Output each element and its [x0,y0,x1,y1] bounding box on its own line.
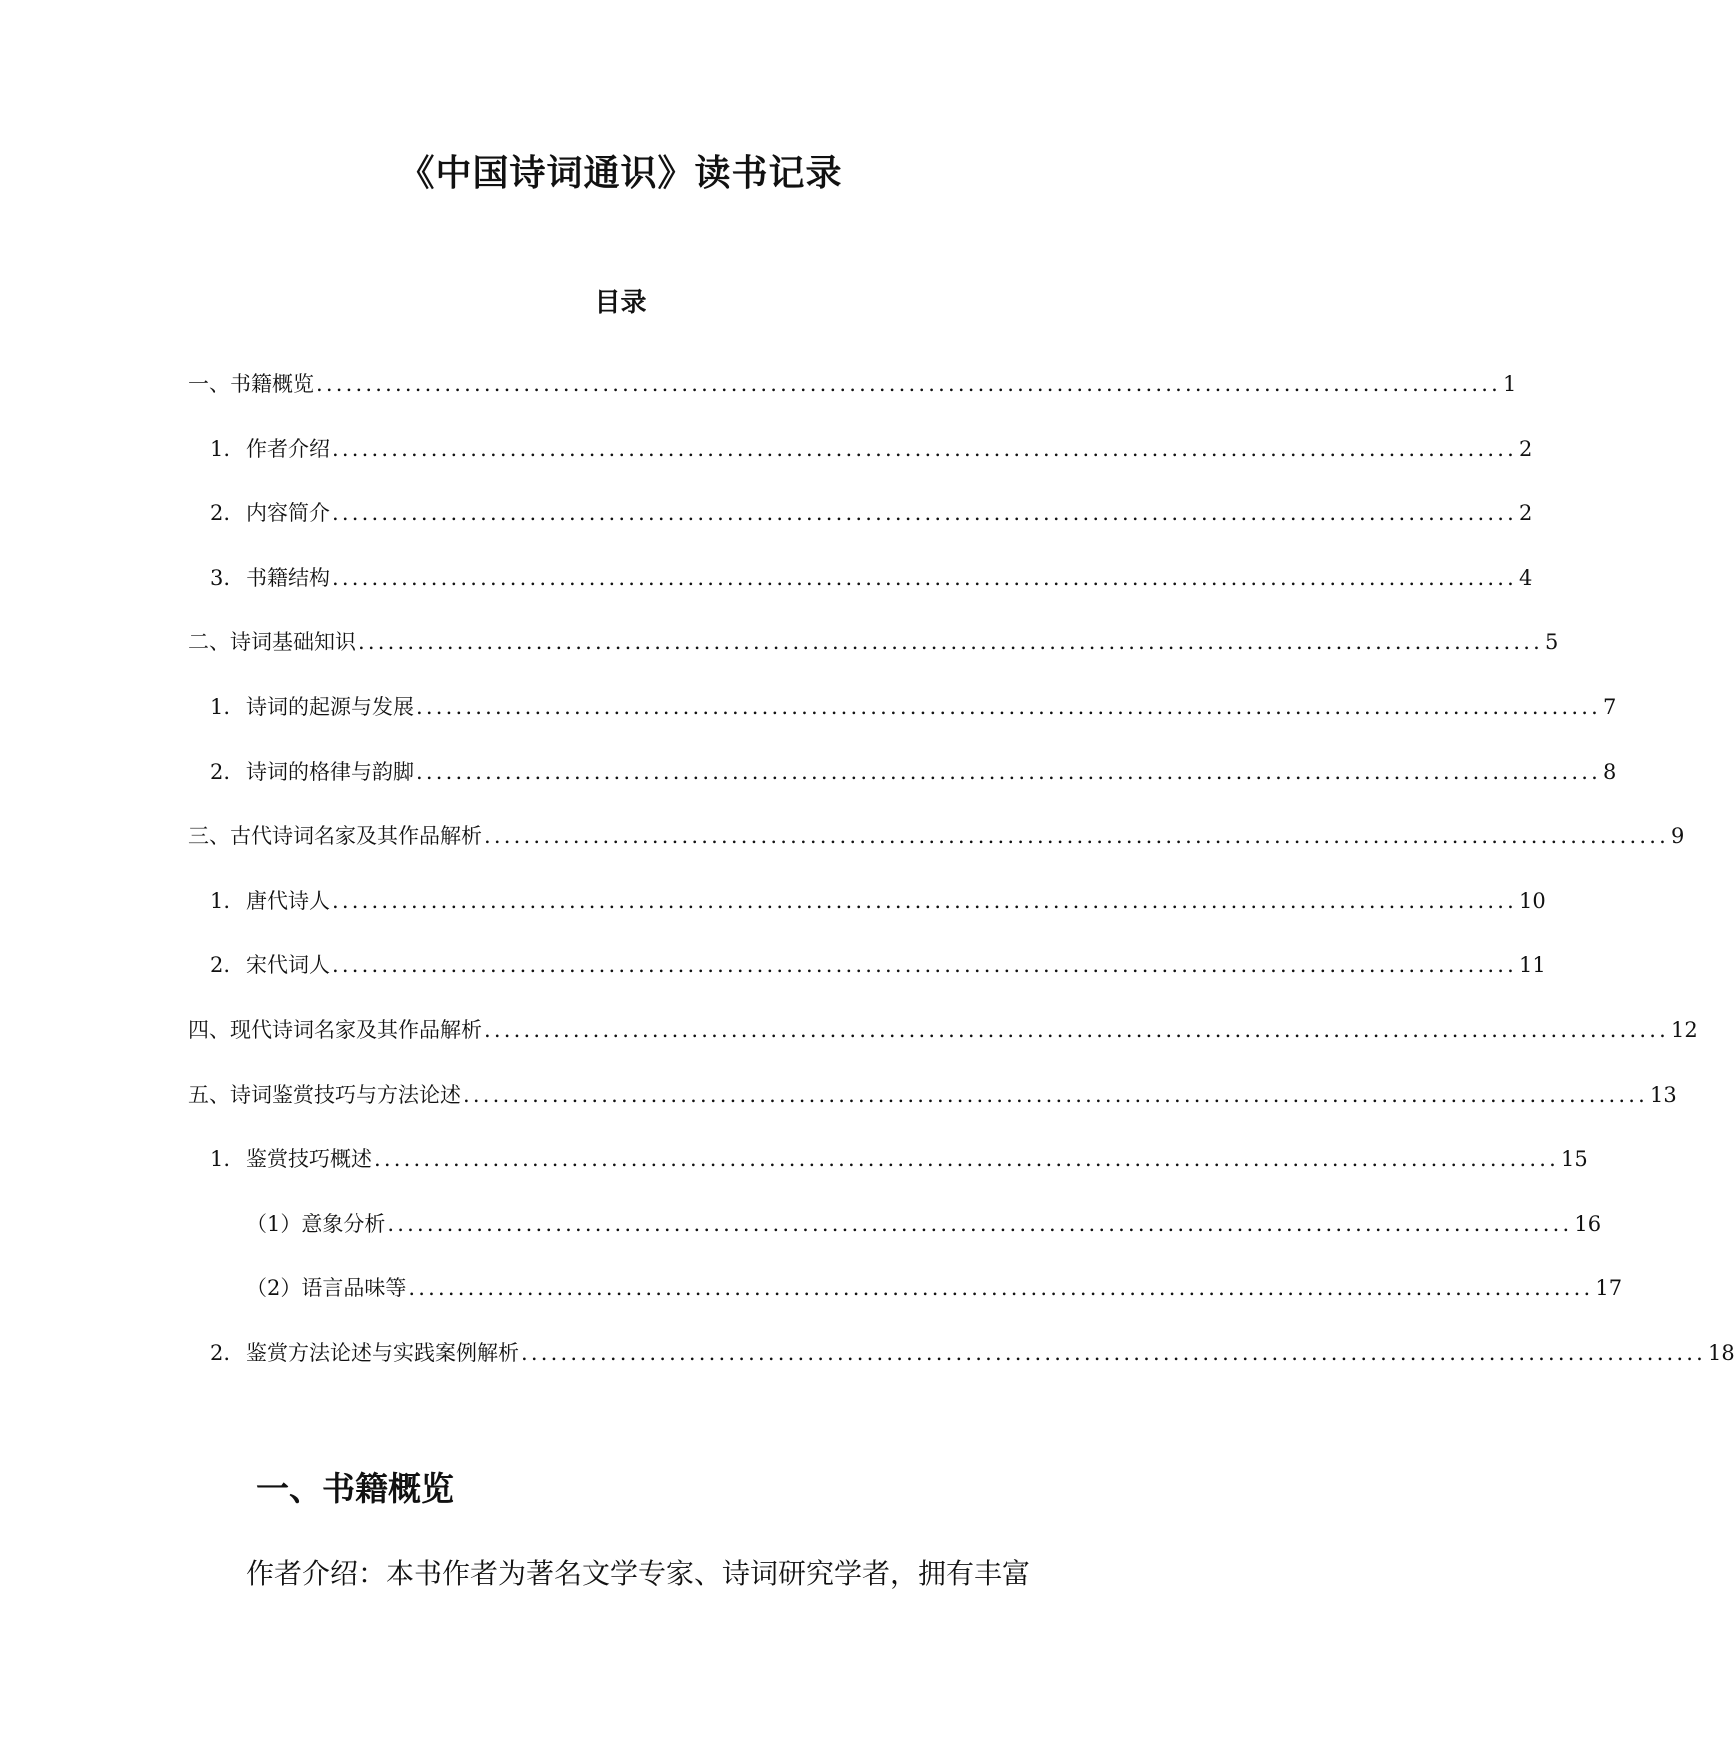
toc-entry-page-number: 10 [1519,888,1546,913]
toc-entry-number: 1. [210,695,231,719]
toc-entry-page-number: 7 [1603,695,1617,719]
toc-entry-label: （2）语言品味等 [246,1276,407,1301]
toc-leader-dots: ........................................................................................................................ [387,1211,1573,1236]
toc-entry-page-number: 13 [1650,1082,1677,1107]
toc-entry[interactable] [210,433,1533,465]
toc-entry-label: 唐代诗人 [246,888,330,913]
toc-entry[interactable] [188,820,1685,852]
section-heading: 一、书籍概览 [256,1469,454,1508]
toc-entry-label: 四、现代诗词名家及其作品解析 [188,1018,482,1042]
toc-entry[interactable] [246,1208,1602,1240]
toc-entry-page-number: 12 [1671,1018,1698,1042]
toc-entry-page-number: 2 [1519,436,1533,461]
toc-entry-page-number: 18 [1708,1341,1735,1365]
toc-entry-page-number: 11 [1519,953,1546,978]
toc-entry-page-number: 9 [1671,824,1685,849]
body-paragraph: 作者介绍：本书作者为著名文学专家、诗词研究学者，拥有丰富 [246,1557,1031,1590]
toc-entry-label: 作者介绍 [246,436,330,461]
toc-entry-page-number: 4 [1519,565,1533,590]
toc-leader-dots: ........................................................................................................................ [416,759,1602,784]
toc-leader-dots: ........................................................................................................................ [332,501,1518,526]
toc-entry-page-number: 17 [1595,1276,1623,1301]
toc-entry[interactable] [210,949,1546,981]
toc-entry-label: 鉴赏技巧概述 [246,1147,372,1172]
toc-entry-label: 二、诗词基础知识 [188,630,356,655]
toc-entry-number: 1. [210,436,231,461]
toc-entry[interactable] [246,1272,1623,1304]
toc-entry-number: 1. [210,888,231,913]
toc-entry-label: 诗词的起源与发展 [246,695,414,719]
toc-leader-dots: ........................................................................................................................ [374,1147,1560,1172]
toc-entry[interactable] [210,691,1617,723]
toc-entry-label: 一、书籍概览 [188,372,314,396]
toc-entry-label: 宋代词人 [246,953,330,978]
toc-entry[interactable] [210,1143,1588,1175]
toc-entry[interactable] [210,1337,1735,1369]
toc-entry-number: 2. [210,501,231,526]
toc-entry-number: 1. [210,1147,231,1172]
toc-leader-dots: ........................................................................................................................ [316,372,1502,396]
toc-entry-label: 内容简介 [246,501,330,526]
toc-leader-dots: ........................................................................................................................ [408,1276,1594,1301]
toc-entry-page-number: 15 [1561,1147,1588,1172]
toc-entry-number: 3. [210,565,231,590]
toc-entry-page-number: 1 [1503,372,1517,396]
toc-entry-label: 书籍结构 [246,565,330,590]
document-title: 《中国诗词通识》读书记录 [398,153,843,194]
toc-entry-number: 2. [210,953,231,978]
toc-leader-dots: ........................................................................................................................ [416,695,1602,719]
toc-leader-dots: ........................................................................................................................ [484,1018,1670,1042]
toc-entry-page-number: 16 [1574,1211,1602,1236]
toc-entry-page-number: 8 [1603,759,1617,784]
toc-heading: 目录 [594,288,647,318]
toc-leader-dots: ........................................................................................................................ [332,888,1518,913]
toc-entry-label: 诗词的格律与韵脚 [246,759,414,784]
toc-entry[interactable] [210,756,1617,788]
toc-entry-label: 三、古代诗词名家及其作品解析 [188,824,482,849]
toc-leader-dots: ........................................................................................................................ [463,1082,1649,1107]
toc-leader-dots: ........................................................................................................................ [521,1341,1707,1365]
toc-leader-dots: ........................................................................................................................ [332,953,1518,978]
toc-entry[interactable] [210,497,1533,529]
toc-leader-dots: ........................................................................................................................ [332,565,1518,590]
toc-entry[interactable] [188,368,1517,400]
toc-entry[interactable] [188,1014,1698,1046]
toc-entry[interactable] [210,562,1533,594]
toc-entry-number: 2. [210,759,231,784]
toc-leader-dots: ........................................................................................................................ [332,436,1518,461]
toc-entry-number: 2. [210,1341,231,1365]
toc-entry[interactable] [188,626,1559,658]
toc-entry[interactable] [210,885,1546,917]
toc-entry-label: （1）意象分析 [246,1211,386,1236]
toc-entry-label: 鉴赏方法论述与实践案例解析 [246,1341,519,1365]
toc-entry[interactable] [188,1079,1677,1111]
toc-entry-page-number: 5 [1545,630,1559,655]
toc-leader-dots: ........................................................................................................................ [358,630,1544,655]
toc-entry-page-number: 2 [1519,501,1533,526]
toc-leader-dots: ........................................................................................................................ [484,824,1670,849]
toc-entry-label: 五、诗词鉴赏技巧与方法论述 [188,1082,461,1107]
